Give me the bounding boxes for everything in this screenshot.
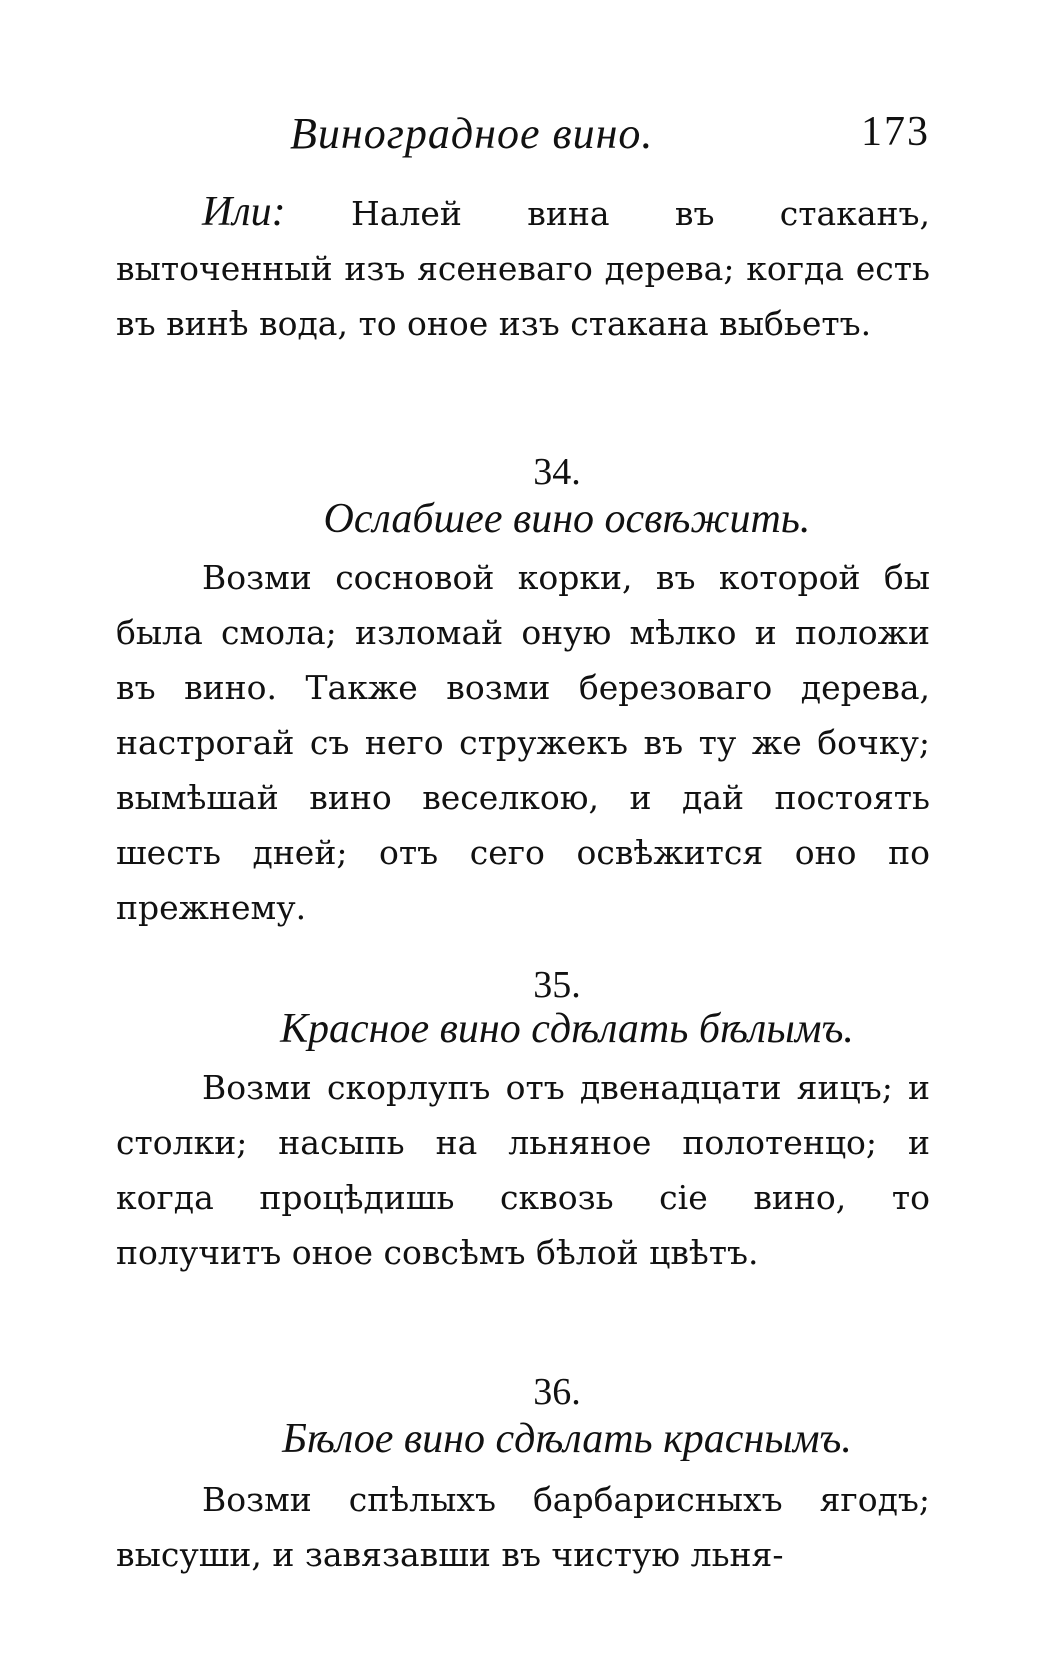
section-title: Бѣлое вино сдѣлать краснымъ. xyxy=(282,1416,852,1462)
section-paragraph xyxy=(116,1472,930,1582)
section-title: Ослабшее вино освѣжить. xyxy=(323,496,811,542)
page-number: 173 xyxy=(861,109,930,155)
intro-text: Налей вина въ стаканъ, выточенный изъ ясеневаго дерева; когда есть въ винѣ вода, то оное изъ стакана выбьетъ. xyxy=(116,194,930,343)
running-head xyxy=(290,108,930,168)
intro-lead: Или: xyxy=(202,189,286,235)
intro-paragraph xyxy=(116,185,930,351)
running-title: Виноградное вино. xyxy=(290,109,654,158)
section-paragraph xyxy=(116,1060,930,1280)
section-title: Красное вино сдѣлать бѣлымъ. xyxy=(280,1006,854,1052)
section-text: Возми скорлупъ отъ двенадцати яицъ; и столки; насыпь на льняное полотенцо; и когда процѣдишь сквозь сіе вино, то получитъ оное совсѣмъ бѣлой цвѣтъ. xyxy=(116,1068,930,1272)
section-paragraph xyxy=(116,550,930,935)
section-number: 36. xyxy=(533,1371,581,1413)
section-number: 35. xyxy=(533,964,581,1006)
section-number: 34. xyxy=(533,451,581,493)
section-text: Возми сосновой корки, въ которой бы была смола; изломай оную мѣлко и положи въ вино. Также возми березоваго дерева, настрогай съ него стружекъ въ ту же бочку; вымѣшай вино веселкою, и дай постоять шесть дней; отъ сего освѣжится оно по прежнему. xyxy=(116,558,930,927)
section-text: Возми спѣлыхъ барбарисныхъ ягодъ; высуши, и завязавши въ чистую льня- xyxy=(116,1480,930,1574)
